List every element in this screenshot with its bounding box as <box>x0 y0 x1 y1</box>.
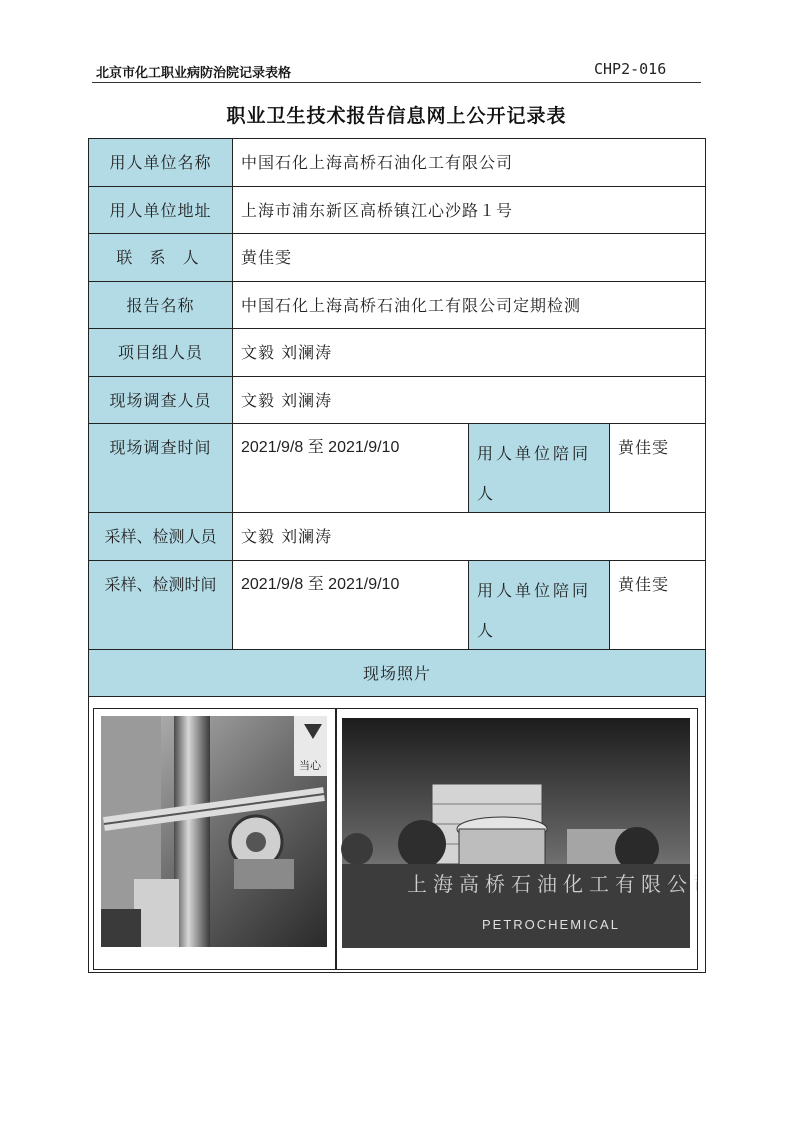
label-sampling-staff: 采样、检测人员 <box>89 513 233 561</box>
value-employer-name: 中国石化上海高桥石油化工有限公司 <box>233 139 705 187</box>
photos-section-header: 现场照片 <box>89 650 705 697</box>
value-sampling-staff: 文毅 刘澜涛 <box>233 513 705 561</box>
value-survey-companion: 黄佳雯 <box>610 424 705 513</box>
site-photo-building <box>337 709 697 969</box>
site-photo-equipment <box>94 709 335 969</box>
header-rule <box>92 82 701 83</box>
value-contact: 黄佳雯 <box>233 234 705 282</box>
label-sampling-companion: 用人单位陪同人 <box>469 561 610 650</box>
photo-frame-left <box>93 708 336 970</box>
value-survey-time: 2021/9/8 至 2021/9/10 <box>233 424 469 513</box>
value-employer-address: 上海市浦东新区高桥镇江心沙路１号 <box>233 187 705 234</box>
label-sampling-time: 采样、检测时间 <box>89 561 233 650</box>
photo-frame-right <box>336 708 698 970</box>
value-project-members: 文毅 刘澜涛 <box>233 329 705 377</box>
company-sign-latin: PETROCHEMICAL <box>482 917 620 932</box>
institution-name: 北京市化工职业病防治院记录表格 <box>96 66 292 81</box>
warning-sign-text: 当心 <box>299 759 321 772</box>
value-sampling-time: 2021/9/8 至 2021/9/10 <box>233 561 469 650</box>
record-table <box>88 138 706 973</box>
label-contact: 联 系 人 <box>89 234 233 282</box>
label-employer-address: 用人单位地址 <box>89 187 233 234</box>
form-code: CHP2-016 <box>594 60 667 78</box>
value-survey-staff: 文毅 刘澜涛 <box>233 377 705 424</box>
label-survey-time: 现场调查时间 <box>89 424 233 513</box>
document-title: 职业卫生技术报告信息网上公开记录表 <box>226 105 567 127</box>
label-survey-companion: 用人单位陪同人 <box>469 424 610 513</box>
value-report-name: 中国石化上海高桥石油化工有限公司定期检测 <box>233 282 705 329</box>
company-sign-text: 上海高桥石油化工有限公司 <box>407 872 697 896</box>
label-project-members: 项目组人员 <box>89 329 233 377</box>
label-report-name: 报告名称 <box>89 282 233 329</box>
label-survey-staff: 现场调查人员 <box>89 377 233 424</box>
value-sampling-companion: 黄佳雯 <box>610 561 705 650</box>
label-employer-name: 用人单位名称 <box>89 139 233 187</box>
